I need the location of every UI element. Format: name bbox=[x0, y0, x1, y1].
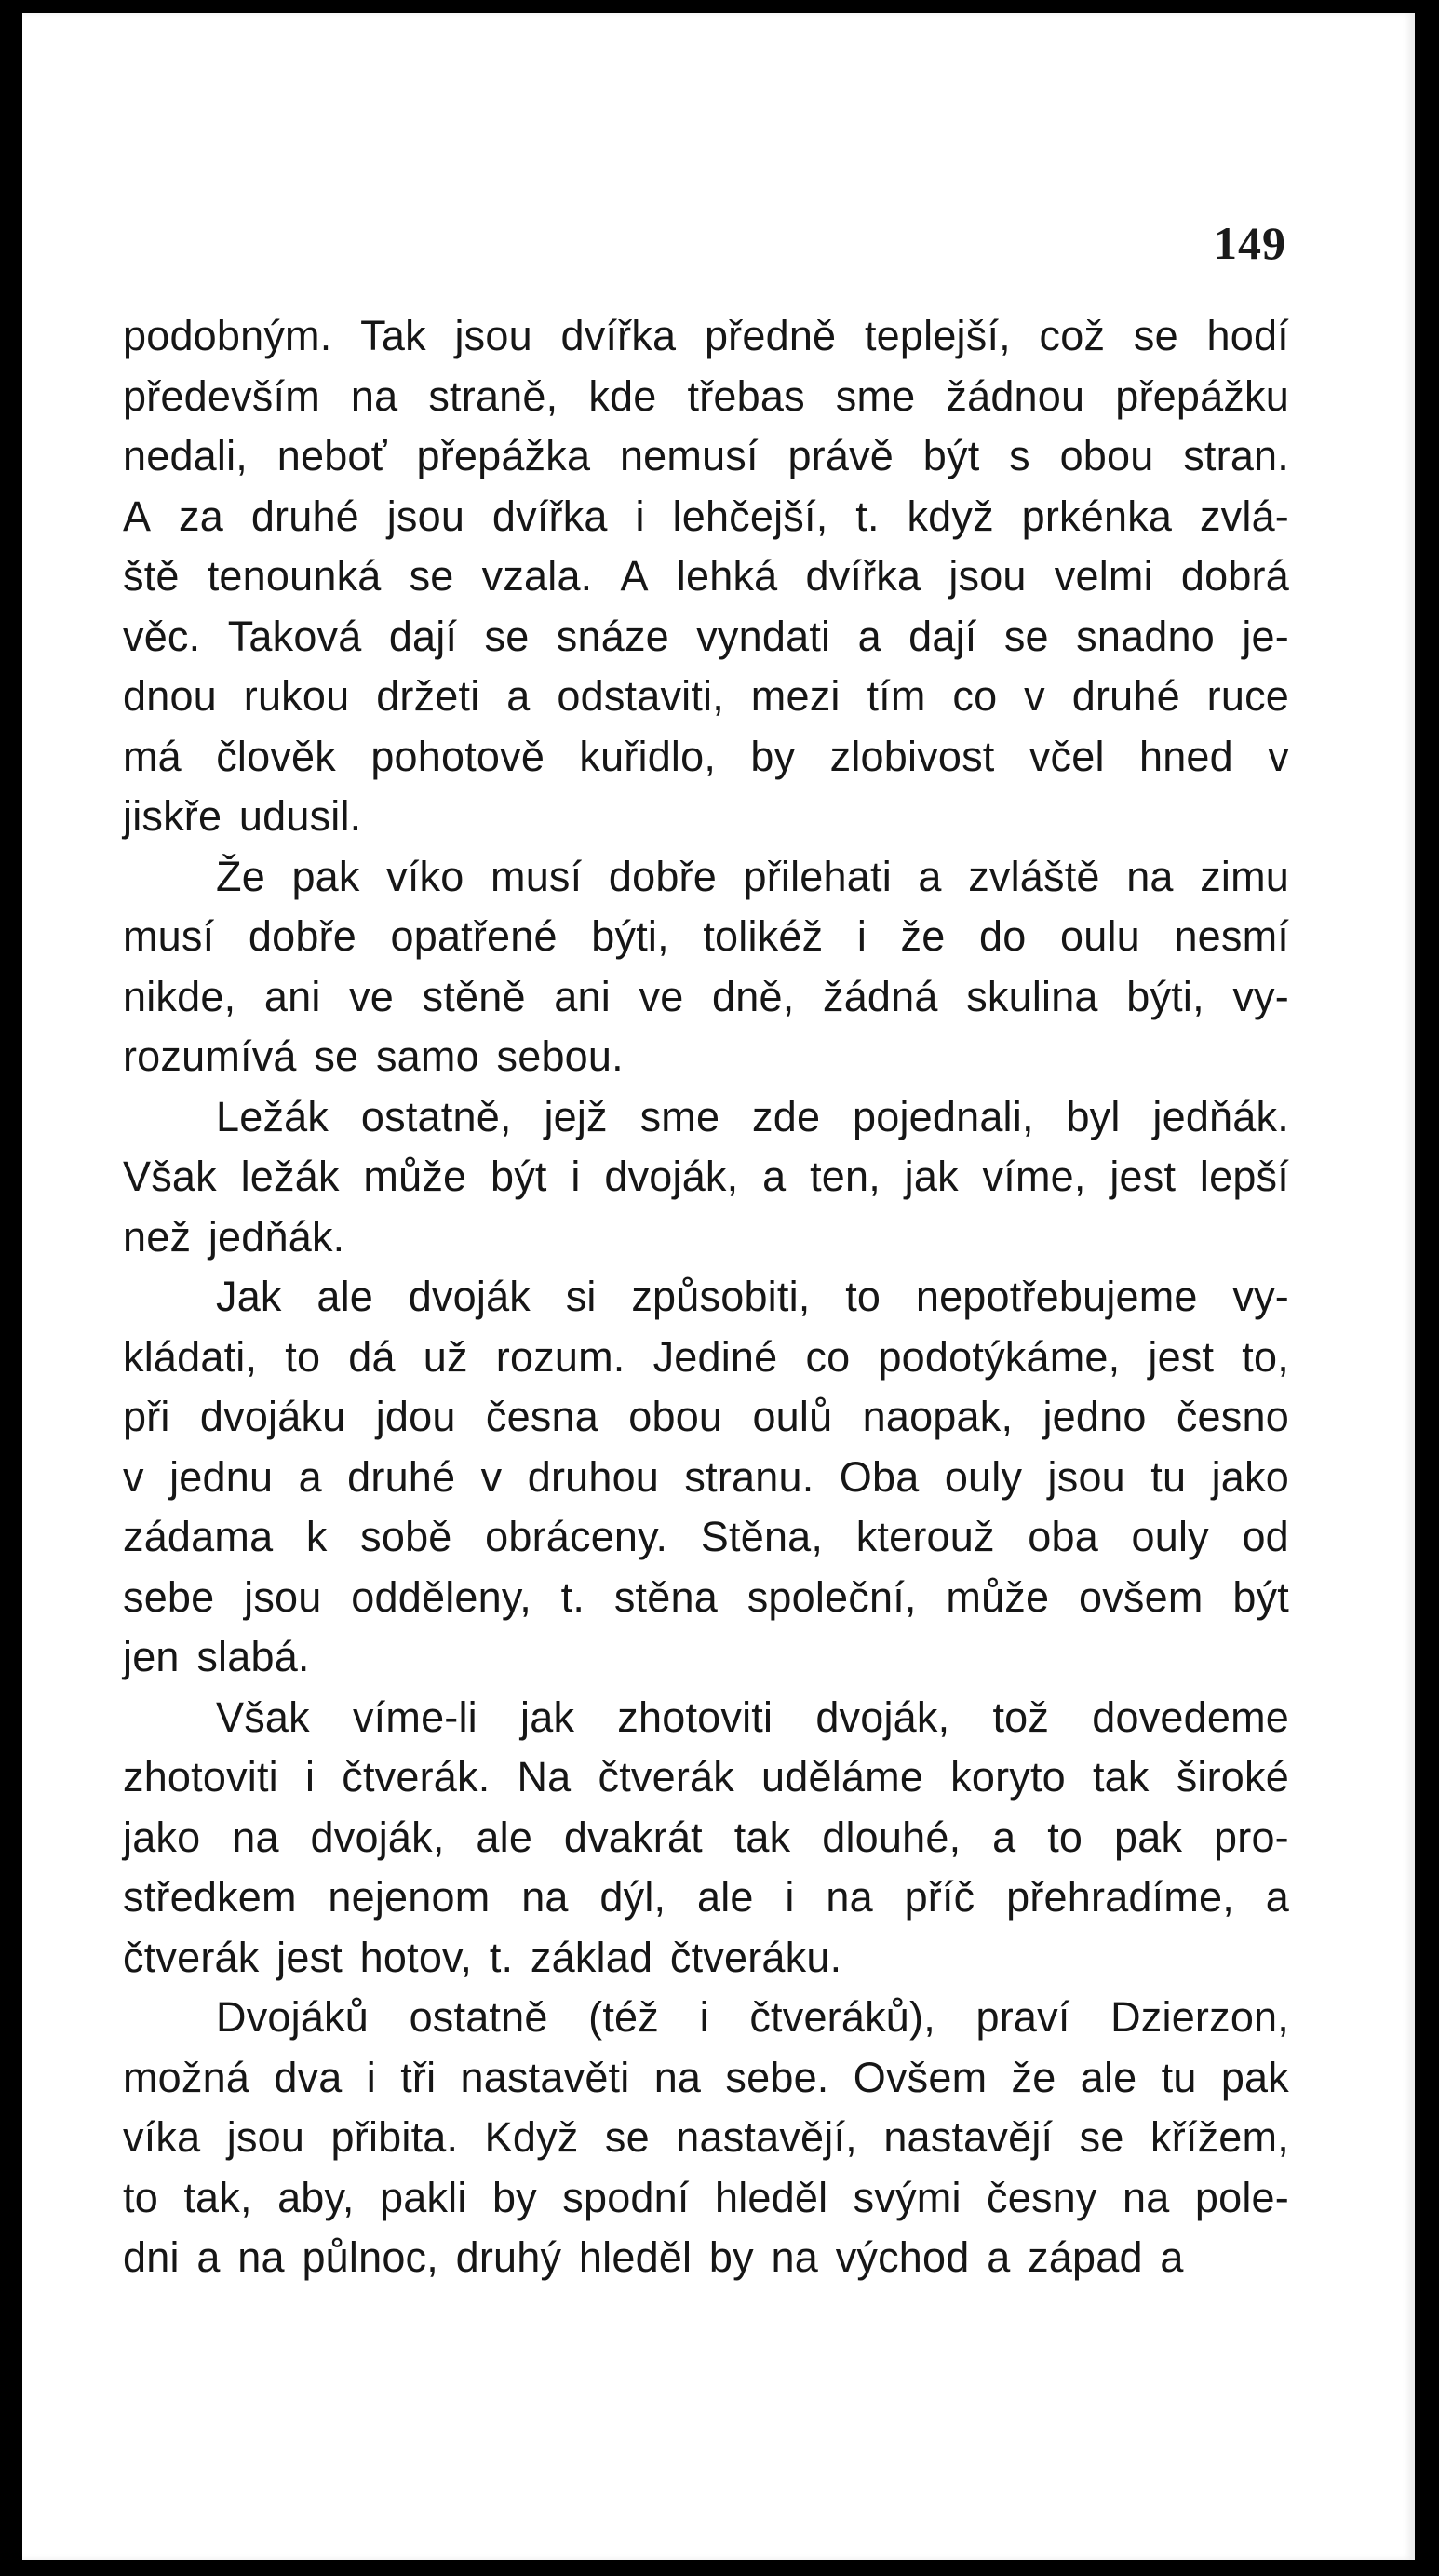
body-text bbox=[123, 306, 1289, 2288]
text-line: víka jsou přibita. Když se nastavějí, nastavějí se křížem, bbox=[123, 2113, 1289, 2161]
text-line: dnou rukou držeti a odstaviti, mezi tím co v druhé ruce bbox=[123, 672, 1289, 720]
paragraph bbox=[123, 1087, 1289, 1268]
paragraph bbox=[123, 847, 1289, 1087]
text-line: zádama k sobě obráceny. Stěna, kterouž oba ouly od bbox=[123, 1513, 1289, 1560]
text-line: podobným. Tak jsou dvířka předně teplejší, což se hodí bbox=[123, 312, 1289, 359]
text-line: Jak ale dvoják si způsobiti, to nepotřebujeme vy- bbox=[216, 1273, 1289, 1320]
text-line: kládati, to dá už rozum. Jediné co podotýkáme, jest to, bbox=[123, 1332, 1289, 1381]
text-line: musí dobře opatřené býti, tolikéž i že do oulu nesmí bbox=[123, 912, 1289, 960]
text-line: A za druhé jsou dvířka i lehčejší, t. když prkénka zvlá- bbox=[123, 492, 1289, 540]
text-line: jen slabá. bbox=[123, 1633, 310, 1680]
text-line: Dvojáků ostatně (též i čtveráků), praví Dzierzon, bbox=[216, 1993, 1289, 2041]
text-line: nikde, ani ve stěně ani ve dně, žádná skulina býti, vy- bbox=[123, 972, 1289, 1020]
text-line: dni a na půlnoc, druhý hleděl by na východ a západ a bbox=[123, 2233, 1184, 2281]
text-line: Však víme-li jak zhotoviti dvoják, tož dovedeme bbox=[216, 1693, 1289, 1741]
text-line: středkem nejenom na dýl, ale i na příč přehradíme, a bbox=[123, 1873, 1289, 1921]
text-line: Ležák ostatně, jejž sme zde pojednali, byl jedňák. bbox=[216, 1092, 1289, 1140]
text-line: jako na dvoják, ale dvakrát tak dlouhé, a to pak pro- bbox=[123, 1813, 1289, 1861]
text-line: v jednu a druhé v druhou stranu. Oba ouly jsou tu jako bbox=[123, 1452, 1289, 1501]
text-line: zhotoviti i čtverák. Na čtverák uděláme koryto tak široké bbox=[123, 1753, 1289, 1801]
text-line: to tak, aby, pakli by spodní hleděl svými česny na pole- bbox=[123, 2173, 1289, 2221]
text-line: rozumívá se samo sebou. bbox=[123, 1032, 624, 1080]
text-line: ště tenounká se vzala. A lehká dvířka jsou velmi dobrá bbox=[123, 552, 1289, 600]
text-line: sebe jsou odděleny, t. stěna společní, může ovšem být bbox=[123, 1572, 1289, 1621]
paragraph bbox=[123, 306, 1289, 847]
book-page bbox=[22, 13, 1415, 2560]
page-number: 149 bbox=[1214, 217, 1286, 269]
text-line: nedali, neboť přepážka nemusí právě být s obou stran. bbox=[123, 432, 1289, 479]
text-line: má člověk pohotově kuřidlo, by zlobivost včel hned v bbox=[123, 732, 1289, 780]
text-line: možná dva i tři nastavěti na sebe. Ovšem že ale tu pak bbox=[123, 2053, 1289, 2101]
text-line: Že pak víko musí dobře přilehati a zvláště na zimu bbox=[216, 852, 1289, 900]
text-line: než jedňák. bbox=[123, 1212, 345, 1261]
paragraph bbox=[123, 1267, 1289, 1688]
text-line: čtverák jest hotov, t. základ čtveráku. bbox=[123, 1933, 842, 1981]
paragraph bbox=[123, 1688, 1289, 1989]
text-line: jiskře udusil. bbox=[123, 792, 362, 840]
paragraph bbox=[123, 1988, 1289, 2288]
text-line: při dvojáku jdou česna obou oulů naopak, jedno česno bbox=[123, 1393, 1289, 1440]
text-line: především na straně, kde třebas sme žádnou přepážku bbox=[123, 371, 1289, 420]
text-line: Však ležák může být i dvoják, a ten, jak víme, jest lepší bbox=[123, 1153, 1289, 1200]
text-line: věc. Taková dají se snáze vyndati a dají se snadno je- bbox=[123, 612, 1289, 660]
